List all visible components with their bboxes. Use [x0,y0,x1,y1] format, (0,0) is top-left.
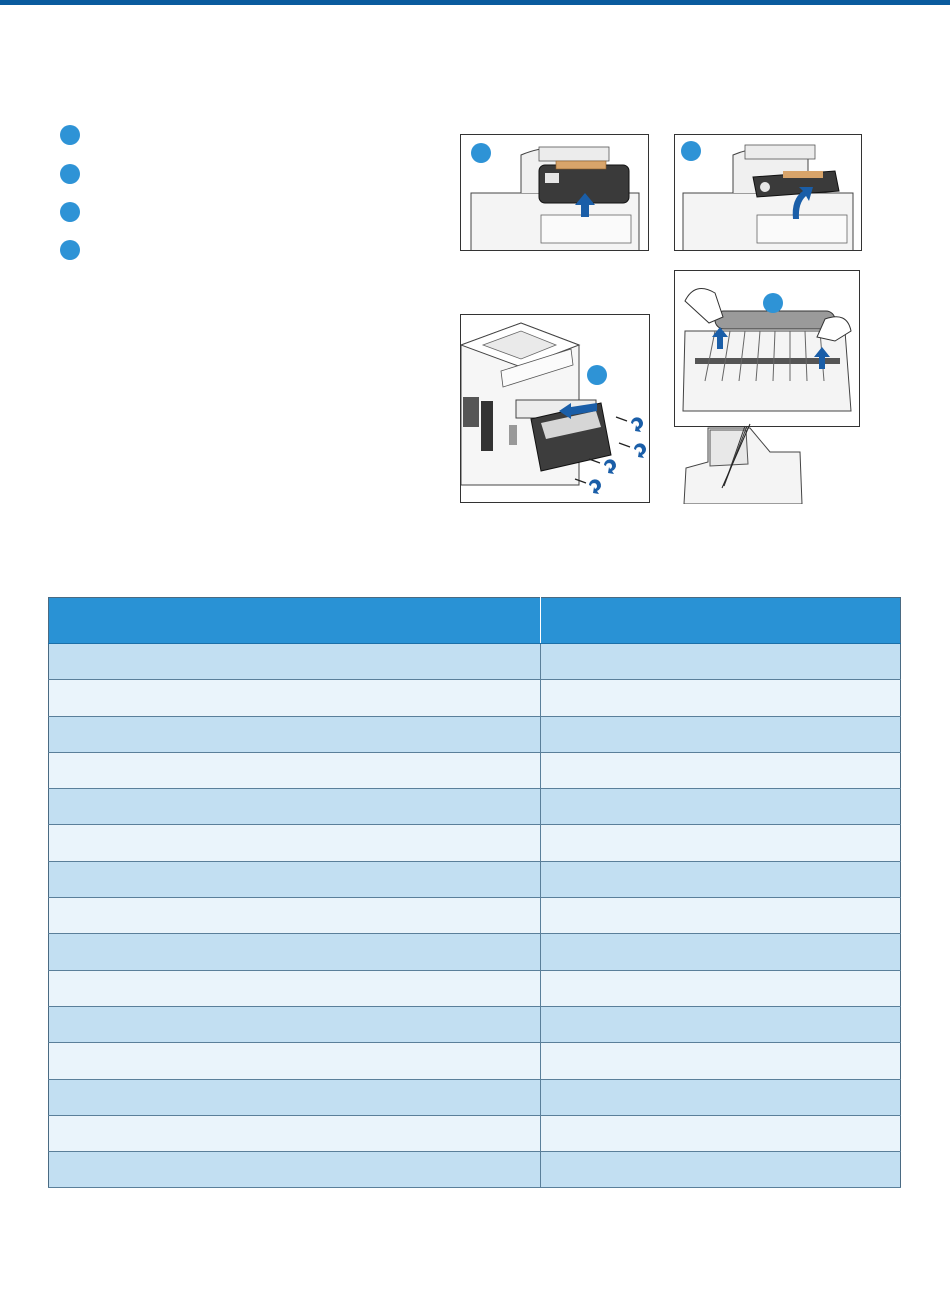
table-cell [49,861,541,897]
table-cell [541,1152,901,1188]
table-cell [541,1115,901,1151]
table-cell [49,1079,541,1115]
parts-table [48,597,901,1188]
step-bullet-4 [60,240,80,260]
table-row [49,1152,901,1188]
table-cell [49,716,541,752]
top-rule [0,0,950,5]
figure-step-badge [587,365,607,385]
table-cell [49,680,541,716]
table-cell [49,1115,541,1151]
step-bullet-3 [60,202,80,222]
table-cell [541,644,901,680]
table-row [49,716,901,752]
table-header-cell [541,598,901,644]
table-cell [541,898,901,934]
table-header-cell [49,598,541,644]
table-row [49,898,901,934]
table-cell [541,1006,901,1042]
figure-lift-toner-cartridge [674,134,862,251]
table-cell [541,861,901,897]
table-row [49,1006,901,1042]
printer-fuser-removal-icon [461,315,649,502]
step-bullet-1 [60,125,80,145]
table-cell [541,789,901,825]
table-row [49,752,901,788]
table-row [49,680,901,716]
table-header-row [49,598,901,644]
table-cell [541,934,901,970]
table-cell [541,1043,901,1079]
table-cell [49,1152,541,1188]
figure-step-badge [471,143,491,163]
table-row [49,789,901,825]
table-cell [541,716,901,752]
table-row [49,1043,901,1079]
table-cell [49,825,541,861]
table-cell [49,789,541,825]
table-row [49,934,901,970]
table-cell [541,752,901,788]
table-cell [49,970,541,1006]
table-row [49,970,901,1006]
table-cell [49,752,541,788]
step-bullet-2 [60,164,80,184]
table-row [49,1079,901,1115]
table-cell [49,644,541,680]
table-row [49,825,901,861]
callout-wedge [674,420,860,490]
table-row [49,644,901,680]
table-cell [49,1043,541,1079]
table-cell [49,1006,541,1042]
table-cell [541,680,901,716]
figure-step-badge [763,293,783,313]
table-row [49,861,901,897]
figure-remove-toner-cartridge [460,134,649,251]
table-cell [49,898,541,934]
table-cell [541,1079,901,1115]
table-cell [541,970,901,1006]
figure-lift-transfer-roller [674,270,860,427]
table-cell [541,825,901,861]
figure-remove-fuser [460,314,650,503]
table-cell [49,934,541,970]
printer-toner-lift-icon [675,135,861,250]
figure-step-badge [681,141,701,161]
table-row [49,1115,901,1151]
